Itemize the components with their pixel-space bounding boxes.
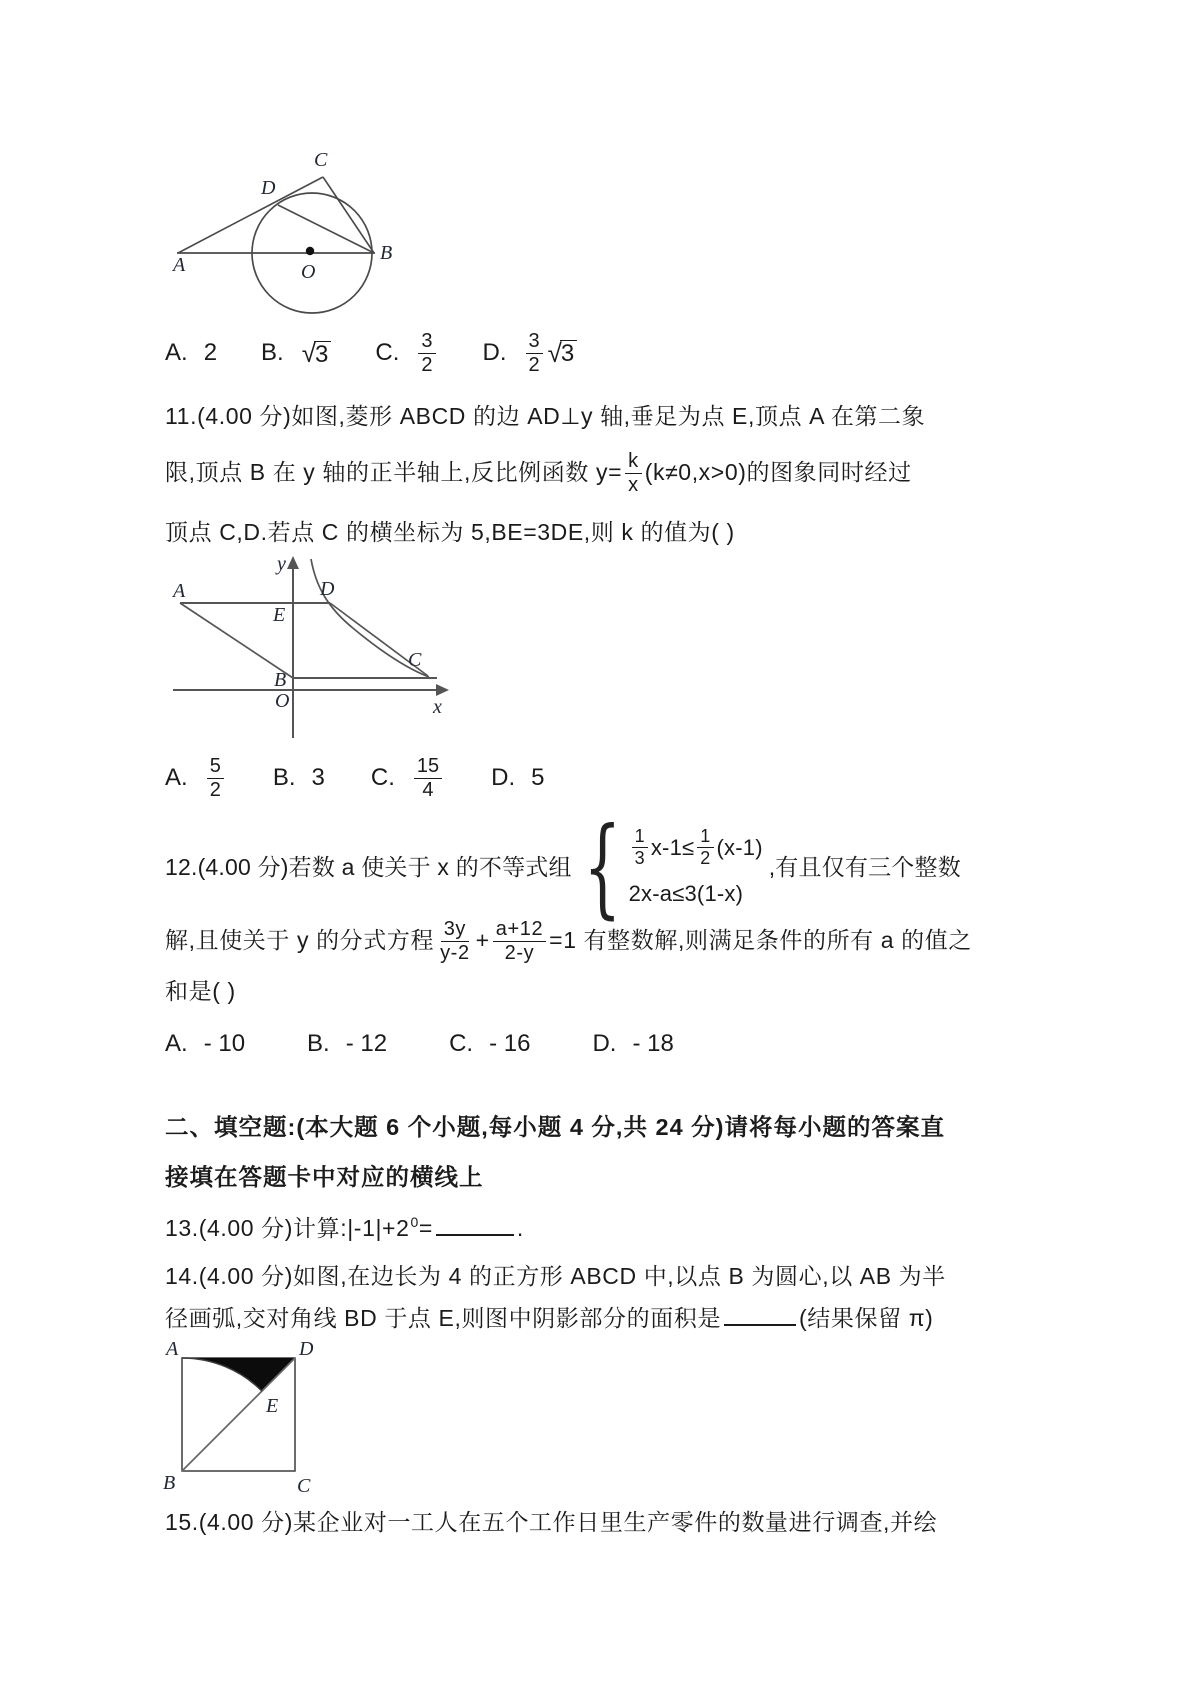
q13-period: .: [516, 1215, 524, 1241]
numerator: k: [625, 450, 642, 474]
label-D: D: [320, 578, 335, 600]
numerator: 5: [207, 755, 224, 779]
option-b-value: 3: [311, 764, 325, 791]
question-14-line-2: [165, 1302, 933, 1335]
option-d: [592, 1030, 673, 1058]
label-C: C: [297, 1475, 311, 1497]
denominator: 2: [421, 353, 433, 376]
option-d: [491, 764, 544, 792]
options-q11: [165, 750, 544, 806]
one-third-fraction: [632, 826, 648, 868]
option-d-label: D.: [592, 1030, 617, 1057]
option-a: [165, 1030, 245, 1058]
line-CB: [323, 177, 374, 253]
denominator: 2: [700, 848, 711, 869]
option-c-fraction: [418, 330, 435, 377]
option-c-value: - 16: [489, 1030, 531, 1057]
numerator: a+12: [493, 918, 546, 942]
question-12-line-2: [165, 912, 972, 970]
option-d-label: D.: [482, 339, 507, 366]
numerator: 1: [632, 826, 648, 848]
option-a: [165, 755, 227, 802]
inequality-1: [629, 826, 763, 868]
answer-blank: [436, 1234, 514, 1236]
plus-sign: +: [475, 927, 490, 954]
q12-line2-pre: 解,且使关于 y 的分式方程: [165, 927, 435, 954]
option-a: [165, 339, 217, 367]
option-c-label: C.: [370, 764, 395, 791]
line-AC: [178, 177, 323, 253]
one-half-fraction: [697, 826, 713, 868]
option-c: [449, 1030, 530, 1058]
option-a-label: A.: [165, 764, 188, 791]
option-b: [261, 338, 331, 369]
q13-exponent: 0: [410, 1214, 419, 1230]
label-E: E: [273, 604, 286, 626]
option-a-value: 2: [203, 339, 218, 366]
numerator: 15: [414, 755, 442, 779]
question-11-line-3: 顶点 C,D.若点 C 的横坐标为 5,BE=3DE,则 k 的值为( ): [165, 519, 735, 545]
denominator: 2-y: [504, 941, 535, 964]
label-B: B: [163, 1472, 176, 1494]
question-11-line-1: 11.(4.00 分)如图,菱形 ABCD 的边 AD⊥y 轴,垂足为点 E,顶点 A 在第二象: [165, 403, 926, 429]
label-C: C: [408, 649, 422, 671]
options-q12: [165, 1024, 674, 1064]
denominator: 3: [634, 848, 645, 869]
label-x: x: [433, 696, 442, 718]
system-brace-icon: {: [583, 804, 622, 930]
section-2-header-line-2: 接填在答题卡中对应的横线上: [165, 1164, 484, 1190]
y-axis-arrow-icon: [287, 556, 299, 569]
question-14-line-1: 14.(4.00 分)如图,在边长为 4 的正方形 ABCD 中,以点 B 为圆心,以 AB 为半: [165, 1263, 946, 1289]
q13-equals: =: [418, 1215, 433, 1241]
fig-square-arc: [160, 1336, 345, 1498]
center-point-O: [306, 247, 314, 255]
numerator: 1: [697, 826, 713, 848]
label-E: E: [266, 1395, 279, 1417]
x-axis-arrow-icon: [436, 684, 449, 696]
label-C: C: [314, 149, 328, 171]
option-d-label: D.: [491, 764, 516, 791]
option-b: [307, 1030, 387, 1058]
question-12-line-3: 和是( ): [165, 978, 236, 1004]
option-d-value: [523, 330, 578, 377]
question-13: [165, 1212, 524, 1245]
q14-line2-pre: 径画弧,交对角线 BD 于点 E,则图中阴影部分的面积是: [165, 1305, 722, 1331]
option-b-label: B.: [307, 1030, 330, 1057]
q12-line2-post: =1 有整数解,则满足条件的所有 a 的值之: [549, 927, 972, 954]
fraction-a12-over-2-y: [493, 918, 546, 965]
label-A: A: [166, 1338, 179, 1360]
radical-icon: √: [547, 337, 562, 368]
ineq1-mid: x-1≤: [650, 834, 695, 860]
denominator: x: [628, 473, 639, 496]
radical-icon: √: [301, 337, 317, 368]
inequality-system: [629, 826, 763, 909]
option-b-value: - 12: [345, 1030, 388, 1057]
option-c-label: C.: [449, 1030, 474, 1057]
option-b: [273, 764, 325, 792]
question-11-line-2: [165, 442, 912, 504]
ineq1-post: (x-1): [716, 834, 763, 860]
q11-line2-pre: 限,顶点 B 在 y 轴的正半轴上,反比例函数 y=: [165, 459, 623, 486]
fig-circle-triangle: [165, 128, 435, 323]
denominator: 4: [422, 778, 434, 801]
label-y: y: [277, 553, 286, 575]
option-a-value: - 10: [203, 1030, 246, 1057]
q11-line2-post: (k≠0,x>0)的图象同时经过: [644, 459, 912, 486]
option-c: [371, 755, 445, 802]
q14-line2-post: (结果保留 π): [799, 1305, 934, 1331]
option-c-fraction: [414, 755, 442, 802]
option-b-label: B.: [261, 339, 284, 366]
inequality-2: 2x-a≤3(1-x): [628, 880, 744, 906]
q12-line1-post: ,有且仅有三个整数: [768, 854, 961, 881]
numerator: 3: [526, 330, 543, 354]
label-A: A: [173, 254, 186, 276]
option-b-label: B.: [272, 764, 296, 791]
numerator: 3: [418, 330, 435, 354]
option-b-value: [300, 338, 332, 369]
q11-k-over-x-fraction: [625, 450, 642, 497]
label-B: B: [380, 242, 393, 264]
section-2-header-line-1: 二、填空题:(本大题 6 个小题,每小题 4 分,共 24 分)请将每小题的答案直: [165, 1114, 945, 1140]
label-O: O: [301, 261, 316, 283]
option-a-label: A.: [165, 1030, 188, 1057]
q13-expression: 13.(4.00 分)计算:|-1|+2: [165, 1215, 410, 1241]
line-DB: [278, 205, 374, 253]
option-d-fraction: [526, 330, 543, 377]
fig-coordinate-rhombus: [165, 553, 460, 745]
label-A: A: [173, 580, 186, 602]
radicand: 3: [560, 340, 577, 366]
option-c-label: C.: [375, 339, 400, 366]
option-d-value: 5: [531, 764, 545, 791]
q12-line1-pre: 12.(4.00 分)若数 a 使关于 x 的不等式组: [165, 854, 572, 881]
label-D: D: [299, 1338, 314, 1360]
option-d: [483, 330, 578, 377]
option-a-label: A.: [165, 339, 188, 366]
question-15-line-1: 15.(4.00 分)某企业对一工人在五个工作日里生产零件的数量进行调查,并绘: [165, 1509, 938, 1535]
numerator: 3y: [441, 918, 469, 942]
options-q10: [165, 328, 577, 378]
fraction-3y-over-y-2: [437, 918, 473, 965]
label-D: D: [261, 177, 276, 199]
radicand: 3: [314, 341, 331, 367]
label-B: B: [274, 669, 287, 691]
denominator: 2: [528, 353, 540, 376]
option-c: [375, 330, 438, 377]
denominator: 2: [209, 778, 221, 801]
option-d-value: - 18: [632, 1030, 674, 1057]
option-a-fraction: [207, 755, 224, 802]
answer-blank: [724, 1324, 796, 1326]
label-O: O: [275, 690, 290, 712]
denominator: y-2: [440, 941, 470, 964]
